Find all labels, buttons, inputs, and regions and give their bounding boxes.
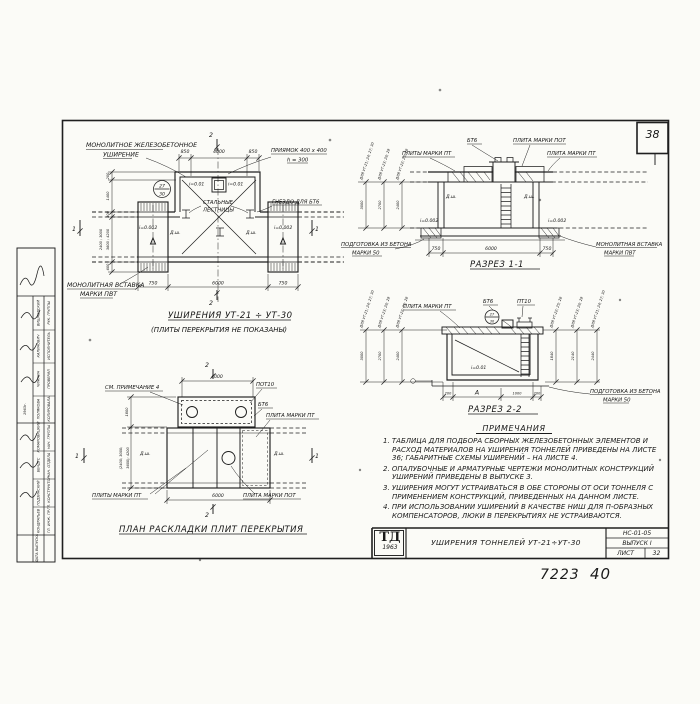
handwritten-number-right: 40 (590, 565, 612, 583)
s2-variant-right-dim-1: 1840 (550, 351, 554, 361)
s2-variant-left-label-1: ДЛЯ УТ-21; 24; 27; 30 (359, 289, 376, 329)
plan-label-insert-2: МАРКИ ПВТ (80, 291, 117, 298)
plan-label-socket: ГНЕЗДО ДЛЯ БТ6 (272, 199, 320, 206)
section-2-2-title: РАЗРЕЗ 2-2 (468, 405, 522, 415)
slab-dim-left-var-2: 3600); 4200 (126, 447, 130, 469)
slab-plan-texts (75, 362, 319, 535)
s2-label-bt6: БТ6 (483, 299, 494, 305)
s2-slope: i=0.01 (471, 366, 487, 371)
plan-dim-left-2: 1400 (106, 191, 110, 201)
slab-label-pt-right: ПЛИТА МАРКИ ПТ (266, 413, 315, 419)
plan-dim-top-2: 4000 (213, 150, 225, 155)
plan-slope-right: i=0.01 (228, 182, 244, 188)
s1-label-prep-1: ПОДГОТОВКА ИЗ БЕТОНА (341, 242, 412, 248)
plan-section-mark-2-bottom: 2 (209, 300, 213, 307)
logo-td: ТД (379, 530, 401, 545)
stamp-role-4: КОПИРОВАЛА (47, 396, 51, 422)
s1-variant-label-2: ДЛЯ УТ-23; 26; 29 (377, 148, 391, 181)
stamp-role-3: ПРОВЕРИЛ (47, 369, 51, 389)
s1-variant-label-1: ДЛЯ УТ-21; 24; 27; 30 (359, 141, 376, 181)
s2-dim-1: 200 (444, 391, 452, 396)
plan-dim-bottom-1: 750 (148, 281, 158, 287)
s1-label-prep-2: МАРКИ 50 (352, 250, 380, 257)
s1-dsh-right: Д.ш. (524, 195, 535, 200)
s1-label-pt-right: ПЛИТА МАРКИ ПТ (547, 151, 596, 157)
slab-dim-left-var-1: (2400; 3000; (119, 446, 123, 470)
s2-variant-left-dim-1: 3000 (360, 351, 364, 361)
slab-label-pt-bottom: ПЛИТЫ МАРКИ ПТ (92, 493, 142, 499)
logo-year: 1963 (382, 544, 398, 551)
handwritten-number-left: 7223 (540, 567, 580, 583)
stamp-role-1: РУК. ГРУППЫ (47, 301, 51, 325)
plan-dim-bottom-3: 750 (278, 281, 288, 287)
s1-label-pot: ПЛИТА МАРКИ ПОТ (513, 138, 566, 144)
stamp-role-7: ГЛ. КОНСТРУКТОР (47, 476, 51, 510)
stamp-name-6: БЕНДУС (36, 457, 41, 473)
note-item-4: 4. ПРИ ИСПОЛЬЗОВАНИИ УШИРЕНИЙ В КАЧЕСТВЕ НИШ ДЛЯ П-ОБРАЗНЫХ КОМПЕНСАТОРОВ, ЛЮКИ В ПЕРЕКРЫТИЯХ НЕ УСТРАИВАЮТСЯ. (383, 503, 653, 520)
plan-subtitle: (ПЛИТЫ ПЕРЕКРЫТИЯ НЕ ПОКАЗАНЫ) (151, 326, 288, 334)
s2-variant-right-label-2: ДЛЯ УТ-23; 26; 29 (570, 296, 584, 329)
s1-dim-bottom-1: 750 (431, 247, 441, 252)
plan-slope2-right: i=0.002 (274, 226, 293, 231)
s2-variant-right-label-3: ДЛЯ УТ-21; 24; 27; 30 (590, 289, 607, 329)
slab-dim-left-top: 1800 (125, 407, 129, 417)
title-block-title: УШИРЕНИЯ ТОННЕЛЕЙ УТ-21÷УТ-30 (431, 538, 581, 547)
s2-variant-right-dim-2: 2140 (571, 351, 575, 361)
s1-variant-dim-3: 2400 (396, 200, 400, 210)
stamp-name-4: ПОЛЯКОВА (36, 398, 41, 420)
title-block-sheet-number: 32 (652, 550, 661, 557)
s1-slope-right: i=0.002 (548, 219, 567, 224)
plan-section-mark-1-right: 1 (315, 226, 319, 233)
s2-detail-circle-bottom: 30 (489, 319, 495, 324)
title-block-doc-number: НС-01-05 (622, 530, 652, 537)
s2-detail-circle-top: 27 (489, 312, 495, 317)
plan-dim-left-1: 200 (106, 172, 110, 180)
slab-label-pot-bottom: ПЛИТА МАРКИ ПОТ (243, 493, 296, 499)
plan-label-pit: ПРИЯМОК 400 х 400 (271, 148, 327, 154)
s2-label-prep-2: МАРКИ 50 (603, 397, 631, 404)
plan-dim-left-var-2: 3600 ; 4200 (106, 228, 110, 251)
stamp-name-8: КОНДРАТЬЕВ (36, 508, 41, 534)
slab-mark-2-bottom: 2 (205, 512, 209, 519)
stamp-role-8: ГЛ. ИНЖ. ПР. (47, 509, 51, 533)
s2-variant-right-label-1: ДЛЯ УТ-22; 25; 28 (549, 296, 563, 329)
slab-dsh-right: Д.ш. (274, 452, 285, 457)
notes-block (383, 437, 657, 522)
plan-dim-left-3: 300 (106, 211, 110, 218)
plan-title: УШИРЕНИЯ УТ-21 ÷ УТ-30 (168, 311, 293, 321)
s2-variant-left-dim-2: 2700 (378, 351, 382, 361)
stamp-name-5: КОМАРОВИЦКИЙ (36, 421, 41, 453)
section-2-2-texts (359, 289, 661, 415)
s1-dsh-left: Д.ш. (446, 195, 457, 200)
s1-variant-dim-2: 2700 (378, 200, 382, 210)
plan-label-ladders-1: СТАЛЬНЫЕ (203, 200, 233, 206)
s2-variant-right-dim-3: 2440 (591, 351, 595, 361)
s2-dim-2: А (474, 389, 480, 397)
s2-variant-left-label-2: ДЛЯ УТ-23; 26; 29 (377, 296, 391, 329)
stamp-role-5: НАЧ. ГРУППЫ (47, 425, 51, 449)
slab-label-pot10: ПОТ10 (256, 382, 275, 388)
title-block-issue: ВЫПУСК I (622, 540, 652, 547)
slab-dim-bottom: 6000 (212, 494, 224, 499)
stamp-name-2: КАЛИНОВИЧ (36, 334, 41, 358)
s1-dim-bottom-2: 6000 (485, 247, 497, 252)
sheet-corner-number: 38 (645, 128, 660, 141)
notes-title: ПРИМЕЧАНИЯ (476, 424, 552, 434)
plan-label-ladders-2: ЛЕСТНИЦЫ (203, 207, 234, 214)
stamp-role-6: НАЧ. ОТДЕЛА (47, 452, 51, 478)
plan-label-insert-1: МОНОЛИТНАЯ ВСТАВКА (67, 282, 145, 289)
note-item-3: 3. УШИРЕНИЯ МОГУТ УСТРАИВАТЬСЯ В ОБЕ СТОРОНЫ ОТ ОСИ ТОННЕЛЯ С ПРИМЕНЕНИЕМ КОНСТРУКЦИЙ, ПРИВЕДЕННЫХ НА ДАННОМ ЛИСТЕ. (383, 483, 654, 501)
s1-variant-dim-1: 3000 (360, 200, 364, 210)
plan-dim-top-3: 850 (248, 150, 258, 155)
plan-label-monolithic-widening-2: УШИРЕНИЕ (103, 151, 139, 159)
stamp-name-7: ГОДЗИНСКИЙ (36, 480, 41, 506)
s2-dim-4: 200 (533, 391, 541, 396)
s2-variant-left-dim-3: 2400 (396, 351, 400, 361)
slab-label-see-note: СМ. ПРИМЕЧАНИЕ 4 (105, 385, 160, 391)
s1-label-bt6: БТ6 (467, 138, 478, 144)
stamp-name-3: ЧИЖКИН (36, 370, 41, 388)
s2-label-prep-1: ПОДГОТОВКА ИЗ БЕТОНА (590, 389, 661, 395)
plan-dim-top-1: 850 (180, 150, 190, 155)
plan-label-monolithic-widening: МОНОЛИТНОЕ ЖЕЛЕЗОБЕТОННОЕ (86, 142, 198, 149)
plan-label-pit-h: h = 300 (287, 157, 309, 164)
left-stamp (17, 248, 55, 563)
slab-mark-1-right: 1 (315, 453, 319, 460)
plan-detail-circle-top: 27 (159, 184, 165, 190)
plan-slope2-left: i=0.002 (139, 226, 158, 231)
note-item-2: 2. ОПАЛУБОЧНЫЕ И АРМАТУРНЫЕ ЧЕРТЕЖИ МОНОЛИТНЫХ КОНСТРУКЦИЙ УШИРЕНИЙ ПРИВЕДЕНЫ В ВЫПУСКЕ 3. (383, 464, 654, 482)
s1-label-insert-1: МОНОЛИТНАЯ ВСТАВКА (596, 242, 663, 248)
plan-section-mark-1-left: 1 (72, 226, 76, 233)
plan-section-mark-2-top: 2 (209, 132, 213, 139)
s1-label-insert-2: МАРКИ ПВТ (604, 250, 636, 257)
slab-plan-title: ПЛАН РАСКЛАДКИ ПЛИТ ПЕРЕКРЫТИЯ (119, 525, 304, 535)
s2-label-pt: ПЛИТА МАРКИ ПТ (403, 304, 452, 310)
s1-dim-bottom-3: 750 (542, 247, 552, 252)
stamp-name-1: ВИШНЕВСКИЙ (36, 299, 41, 327)
stamp-year: 1963г. (23, 403, 27, 415)
s2-variant-left-label-3: ДЛЯ УТ-22; 25; 28 (395, 296, 409, 329)
stamp-date-label: ДАТА ВЫПУСКА (35, 533, 39, 563)
note-item-1: 1. ТАБЛИЦА ДЛЯ ПОДБОРА СБОРНЫХ ЖЕЛЕЗОБЕТОННЫХ ЭЛЕМЕНТОВ И РАСХОД МАТЕРИАЛОВ НА УШИРЕНИЯ ТОННЕЛЕЙ ПРИВЕДЕНЫ НА ЛИСТЕ 36; ГАБАРИТНЫЕ СХЕМЫ УШИРЕНИЙ – НА ЛИСТЕ 4. (383, 437, 657, 463)
plan-dsh-right: Д.ш. (246, 231, 257, 236)
s2-label-pt10: ПТ10 (517, 299, 531, 305)
s1-variant-label-3: ДЛЯ УТ-22; 25; 28 (395, 148, 409, 181)
section-1-1-texts (341, 138, 663, 270)
plan-detail-circle-bottom: 30 (159, 192, 165, 198)
slab-label-bt6: БТ6 (258, 402, 269, 408)
slab-mark-1-left: 1 (75, 453, 79, 460)
s2-dim-3: 1000 (512, 391, 522, 396)
plan-dim-left-var-1: 2400 ; 3000 (99, 228, 103, 251)
slab-dsh-left: Д.ш. (140, 452, 151, 457)
section-1-1-title: РАЗРЕЗ 1-1 (470, 260, 524, 270)
title-block-sheet-label: ЛИСТ (617, 550, 634, 557)
s1-slope-left: i=0.002 (420, 219, 439, 224)
plan-dim-bottom-2: 6000 (212, 281, 224, 287)
slab-dim-top: 4000 (211, 375, 223, 380)
plan-dim-left-4: 600 (106, 263, 110, 271)
plan-dsh-left: Д.ш. (170, 231, 181, 236)
title-block-logo (375, 531, 405, 551)
s1-label-pt-left: ПЛИТЫ МАРКИ ПТ (402, 151, 452, 157)
stamp-role-2: ИСПОЛНИТЕЛЬ (47, 332, 51, 360)
slab-mark-2-top: 2 (205, 362, 209, 369)
plan-slope-left: i=0.01 (189, 182, 205, 188)
